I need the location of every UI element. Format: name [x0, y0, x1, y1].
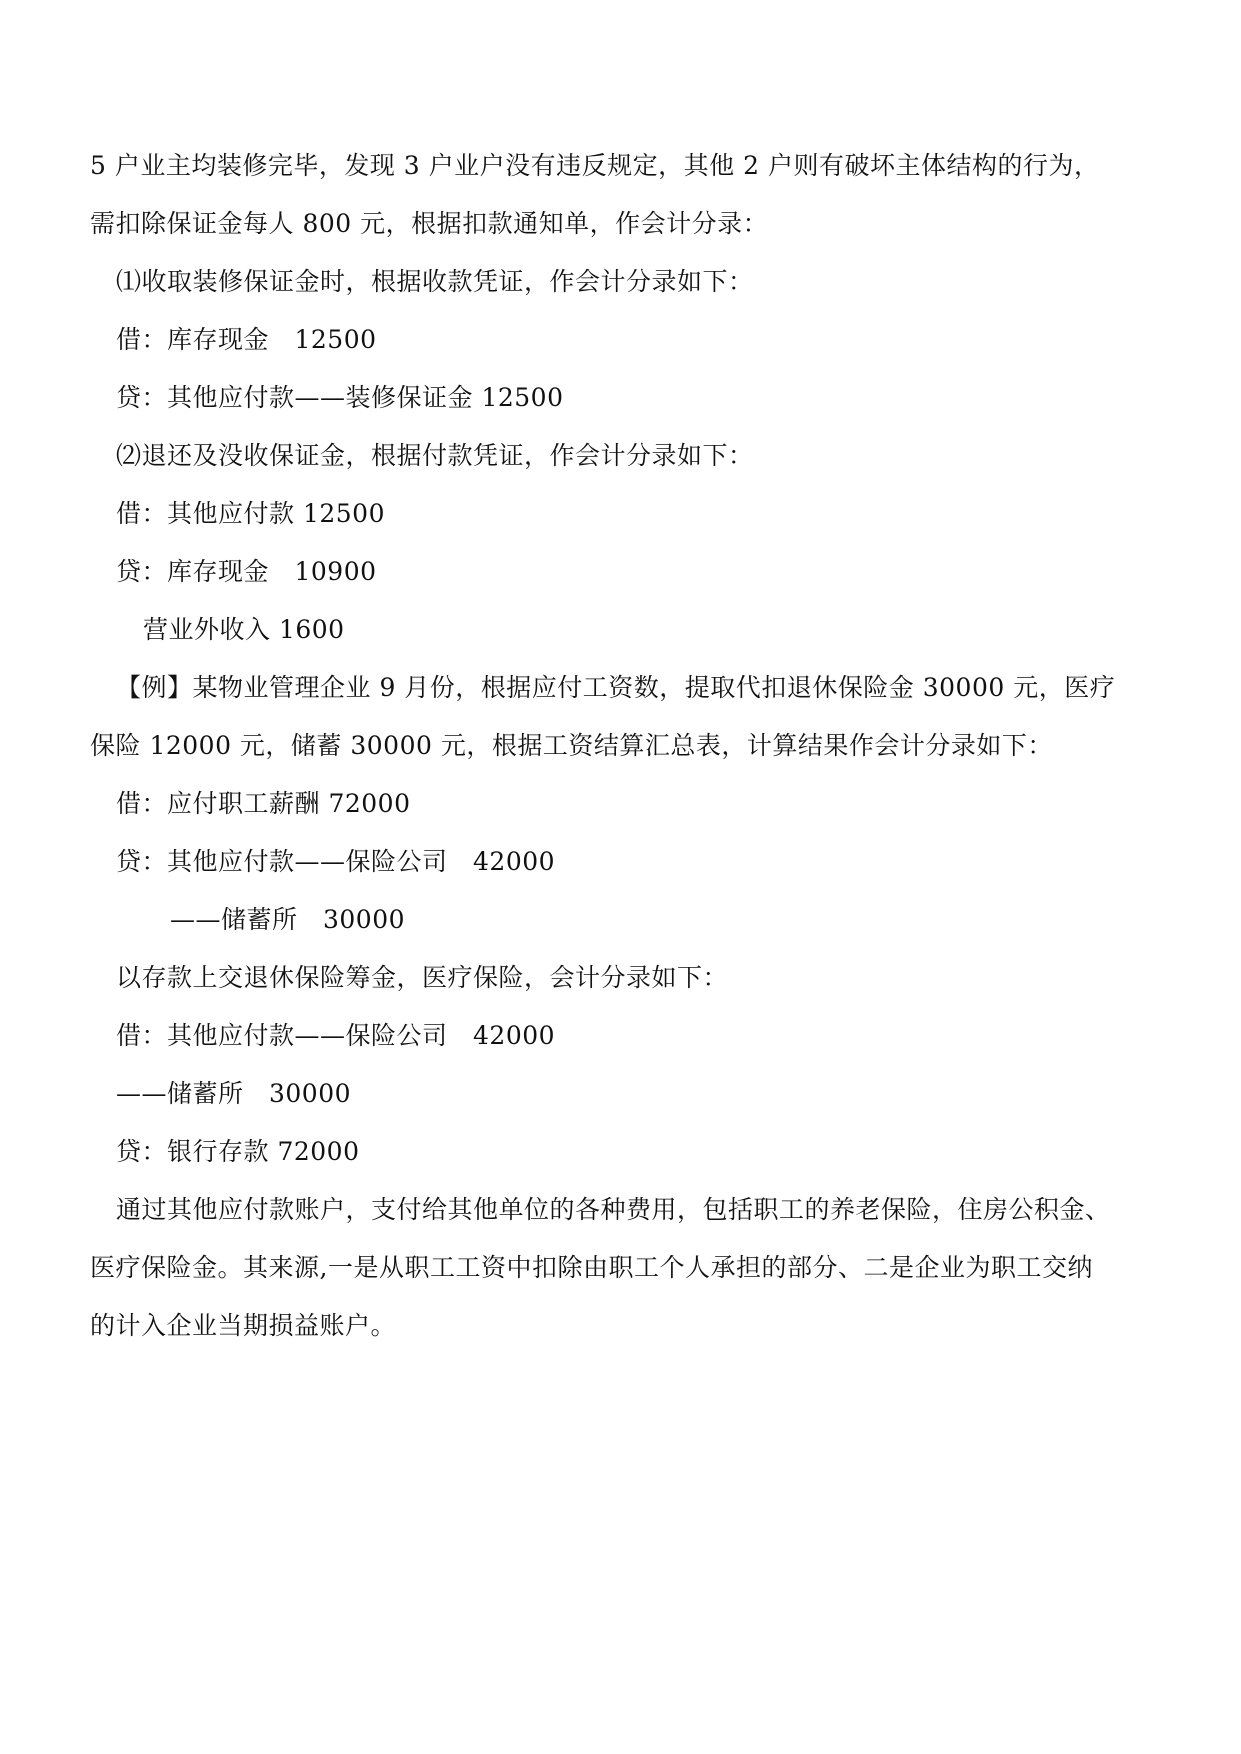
- text-line-2: 需扣除保证金每人 800 元，根据扣款通知单，作会计分录：: [90, 209, 769, 238]
- text-line-17: ——储蓄所 30000: [116, 1079, 352, 1108]
- text-line-20: 医疗保险金。其来源,一是从职工工资中扣除由职工个人承担的部分、二是企业为职工交纳: [90, 1253, 1093, 1282]
- text-line-15: 以存款上交退休保险筹金，医疗保险，会计分录如下：: [116, 963, 729, 992]
- text-line-19: 通过其他应付款账户，支付给其他单位的各种费用，包括职工的养老保险，住房公积金、: [116, 1195, 1111, 1224]
- text-line-18: 贷：银行存款 72000: [116, 1137, 360, 1166]
- text-line-1: 5 户业主均装修完毕，发现 3 户业户没有违反规定，其他 2 户则有破坏主体结构的行为，: [90, 151, 1100, 180]
- text-line-11: 保险 12000 元，储蓄 30000 元，根据工资结算汇总表，计算结果作会计分录如下：: [90, 731, 1053, 760]
- text-line-16: 借：其他应付款——保险公司 42000: [116, 1021, 556, 1050]
- text-line-5: 贷：其他应付款——装修保证金 12500: [116, 383, 564, 412]
- text-line-6: ⑵退还及没收保证金，根据付款凭证，作会计分录如下：: [116, 441, 754, 470]
- text-line-13: 贷：其他应付款——保险公司 42000: [116, 847, 556, 876]
- text-line-10: 【例】某物业管理企业 9 月份，根据应付工资数，提取代扣退休保险金 30000 元，医疗: [116, 673, 1116, 702]
- text-line-14: ——储蓄所 30000: [170, 905, 406, 934]
- text-line-9: 营业外收入 1600: [143, 615, 345, 644]
- text-line-21: 的计入企业当期损益账户。: [90, 1311, 397, 1340]
- text-line-3: ⑴收取装修保证金时，根据收款凭证，作会计分录如下：: [116, 267, 754, 296]
- text-line-4: 借：库存现金 12500: [116, 325, 377, 354]
- text-line-12: 借：应付职工薪酬 72000: [116, 789, 411, 818]
- text-line-8: 贷：库存现金 10900: [116, 557, 377, 586]
- text-line-7: 借：其他应付款 12500: [116, 499, 385, 528]
